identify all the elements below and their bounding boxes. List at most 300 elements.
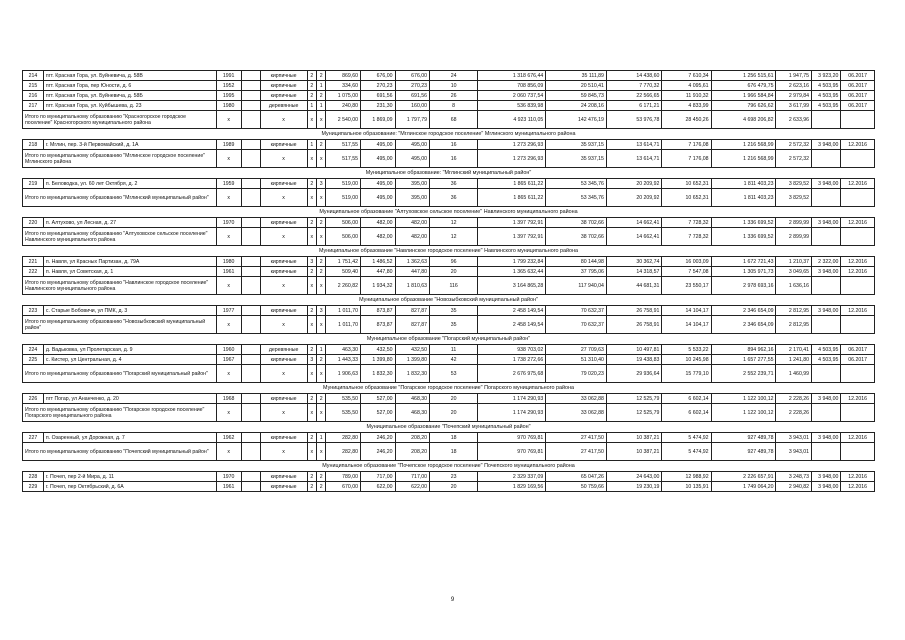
cell-cost-total: 2 329 337,09 [478, 472, 546, 482]
cell-unit-limit: 4 503,95 [812, 81, 841, 91]
cell-cost-owners: 1 216 568,99 [711, 150, 776, 168]
cell-cost-owners: 676 479,75 [711, 81, 776, 91]
cell-residents: 42 [430, 355, 478, 365]
cell-address: п. Навля, ул Советская, д. 1 [43, 267, 216, 277]
section-header-row [23, 246, 875, 257]
subtotal-label: Итого по муниципальному образованию "Почепский муниципальный район" [23, 443, 217, 461]
cell-cost-fund: 142 476,19 [546, 111, 607, 129]
cell-x-material: x [260, 316, 307, 334]
cell-unit-limit: 3 948,00 [812, 218, 841, 228]
table-row [23, 433, 875, 443]
cell-year: 1952 [216, 81, 241, 91]
cell-cost-local: 7 176,08 [662, 150, 711, 168]
cell-cost-owners: 894 962,16 [711, 345, 776, 355]
cell-blank [241, 179, 260, 189]
cell-cost-owners: 2 978 693,16 [711, 277, 776, 295]
cell-cost-local: 5 474,92 [662, 443, 711, 461]
section-title: Муниципальное образование "Почепское городское поселение" Почепского муниципального района [322, 463, 575, 469]
cell-cost-region: 24 643,00 [606, 472, 661, 482]
cell-residents: 26 [430, 91, 478, 101]
cell-residents: 35 [430, 316, 478, 334]
cell-residents: 11 [430, 345, 478, 355]
cell-cost-fund: 27 417,50 [546, 433, 607, 443]
cell-completion-date: 12.2016 [841, 179, 875, 189]
cell-cost-owners: 1 966 584,84 [711, 91, 776, 101]
cell-cost-region: 14 662,41 [606, 218, 661, 228]
cell-cost-total: 970 769,81 [478, 433, 546, 443]
cell-material: кирпичные [260, 267, 307, 277]
cell-cost-fund: 70 632,37 [546, 306, 607, 316]
section-title: Муниципальное образование "Алтуховское сельское поселение" Навлинского муниципального района [319, 209, 578, 215]
section-title: Муниципальное образование: "Мглинское городское поселение" Мглинского муниципального района [321, 131, 576, 137]
cell-living-area: 1 934,32 [360, 277, 395, 295]
cell-completion-date: 12.2016 [841, 218, 875, 228]
cell-cost-fund: 24 208,16 [546, 101, 607, 111]
cell-number: 227 [23, 433, 44, 443]
cell-blank [241, 257, 260, 267]
cell-cost-local: 12 988,92 [662, 472, 711, 482]
table-row [23, 91, 875, 101]
cell-x-floors: x [307, 111, 316, 129]
cell-floors: 2 [307, 267, 316, 277]
cell-cost-owners: 927 489,78 [711, 433, 776, 443]
cell-total-area: 334,60 [326, 81, 361, 91]
cell-blank [241, 81, 260, 91]
cell-living-area: 622,00 [360, 482, 395, 492]
cell-x-year: x [216, 316, 241, 334]
cell-cost-local: 4 095,61 [662, 81, 711, 91]
cell-blank [841, 189, 875, 207]
cell-cost-region: 6 171,21 [606, 101, 661, 111]
cell-cost-region: 14 318,57 [606, 267, 661, 277]
table-row [23, 267, 875, 277]
cell-private-area: 1 399,80 [395, 355, 430, 365]
cell-cost-owners: 1 811 403,23 [711, 179, 776, 189]
cell-year: 1970 [216, 218, 241, 228]
cell-residents: 36 [430, 189, 478, 207]
cell-total-area: 1 906,63 [326, 365, 361, 383]
cell-total-area: 509,40 [326, 267, 361, 277]
cell-cost-local: 6 602,14 [662, 404, 711, 422]
cell-x-year: x [216, 228, 241, 246]
cell-cost-owners: 1 122 100,12 [711, 404, 776, 422]
cell-cost-local: 28 450,26 [662, 111, 711, 129]
cell-cost-region: 10 387,21 [606, 443, 661, 461]
subtotal-row [23, 365, 875, 383]
cell-number: 219 [23, 179, 44, 189]
cell-floors: 1 [307, 101, 316, 111]
cell-year: 1959 [216, 179, 241, 189]
cell-cost-fund: 65 047,26 [546, 472, 607, 482]
cell-residents: 8 [430, 101, 478, 111]
page-number: 9 [450, 597, 455, 603]
cell-cost-total: 1 174 290,93 [478, 404, 546, 422]
cell-living-area: 527,00 [360, 394, 395, 404]
cell-x-material: x [260, 443, 307, 461]
cell-total-area: 789,00 [326, 472, 361, 482]
cell-total-area: 1 443,33 [326, 355, 361, 365]
cell-unit-limit: 3 948,00 [812, 394, 841, 404]
cell-unit-limit: 3 923,20 [812, 71, 841, 81]
subtotal-row [23, 111, 875, 129]
cell-entrances: 3 [317, 179, 326, 189]
cell-total-area: 535,50 [326, 404, 361, 422]
cell-blank [241, 365, 260, 383]
cell-cost-fund: 80 144,98 [546, 257, 607, 267]
cell-cost-total: 1 174 290,93 [478, 394, 546, 404]
cell-cost-local: 10 652,31 [662, 179, 711, 189]
cell-x-floors: x [307, 189, 316, 207]
cell-year: 1960 [216, 345, 241, 355]
cell-completion-date: 06.2017 [841, 355, 875, 365]
cell-living-area: 495,00 [360, 140, 395, 150]
cell-living-area: 527,00 [360, 404, 395, 422]
cell-x-material: x [260, 228, 307, 246]
cell-address: г. Почеп, пер Октябрьский, д. 6А [43, 482, 216, 492]
cell-total-area: 517,55 [326, 140, 361, 150]
cell-private-area: 495,00 [395, 150, 430, 168]
cell-private-area: 495,00 [395, 140, 430, 150]
cell-cost-region: 44 681,31 [606, 277, 661, 295]
cell-residents: 10 [430, 81, 478, 91]
table-row [23, 218, 875, 228]
cell-cost-owners: 1 672 721,43 [711, 257, 776, 267]
cell-year: 1967 [216, 355, 241, 365]
cell-entrances: 1 [317, 345, 326, 355]
cell-living-area: 1 399,80 [360, 355, 395, 365]
table-row [23, 306, 875, 316]
cell-number: 226 [23, 394, 44, 404]
cell-private-area: 1 832,30 [395, 365, 430, 383]
cell-floors: 2 [307, 179, 316, 189]
cell-unit-cost: 3 943,01 [776, 443, 812, 461]
cell-year: 1970 [216, 472, 241, 482]
cell-private-area: 468,30 [395, 404, 430, 422]
cell-entrances: 2 [317, 140, 326, 150]
cell-address: д. Вадьковка, ул Пролетарская, д. 9 [43, 345, 216, 355]
cell-unit-limit: 4 503,95 [812, 101, 841, 111]
cell-total-area: 519,00 [326, 189, 361, 207]
cell-unit-cost: 3 248,73 [776, 472, 812, 482]
cell-floors: 2 [307, 345, 316, 355]
cell-entrances: 2 [317, 91, 326, 101]
section-header-row [23, 383, 875, 394]
cell-cost-region: 13 614,71 [606, 150, 661, 168]
cell-cost-fund: 70 632,37 [546, 316, 607, 334]
cell-private-area: 622,00 [395, 482, 430, 492]
cell-total-area: 517,55 [326, 150, 361, 168]
cell-unit-cost: 3 943,01 [776, 433, 812, 443]
cell-completion-date: 12.2016 [841, 472, 875, 482]
cell-x-floors: x [307, 365, 316, 383]
cell-unit-cost: 1 947,75 [776, 71, 812, 81]
cell-living-area: 717,00 [360, 472, 395, 482]
cell-entrances: 1 [317, 81, 326, 91]
cell-cost-owners: 1 749 064,20 [711, 482, 776, 492]
cell-blank [812, 111, 841, 129]
cell-x-entrances: x [317, 277, 326, 295]
cell-material: кирпичные [260, 355, 307, 365]
cell-blank [241, 433, 260, 443]
cell-cost-local: 7 610,34 [662, 71, 711, 81]
cell-floors: 2 [307, 394, 316, 404]
table-row [23, 345, 875, 355]
cell-cost-local: 4 833,99 [662, 101, 711, 111]
cell-unit-cost: 2 170,41 [776, 345, 812, 355]
cell-unit-limit: 3 948,00 [812, 306, 841, 316]
cell-residents: 18 [430, 433, 478, 443]
cell-unit-cost: 1 210,37 [776, 257, 812, 267]
cell-private-area: 270,23 [395, 81, 430, 91]
cell-x-entrances: x [317, 111, 326, 129]
cell-material: кирпичные [260, 91, 307, 101]
cell-number: 222 [23, 267, 44, 277]
cell-living-area: 1 869,09 [360, 111, 395, 129]
cell-private-area: 447,80 [395, 267, 430, 277]
cell-residents: 12 [430, 218, 478, 228]
cell-total-area: 506,00 [326, 218, 361, 228]
cell-x-entrances: x [317, 189, 326, 207]
subtotal-row [23, 150, 875, 168]
cell-cost-local: 23 550,17 [662, 277, 711, 295]
cell-x-entrances: x [317, 316, 326, 334]
cell-blank [241, 150, 260, 168]
table-row [23, 140, 875, 150]
cell-blank [841, 277, 875, 295]
cell-cost-region: 12 525,79 [606, 404, 661, 422]
cell-cost-region: 22 566,65 [606, 91, 661, 101]
cell-cost-region: 26 758,91 [606, 306, 661, 316]
cell-cost-local: 15 779,10 [662, 365, 711, 383]
cell-living-area: 676,00 [360, 71, 395, 81]
cell-blank [841, 111, 875, 129]
cell-total-area: 519,00 [326, 179, 361, 189]
cell-address: пгт. Красная Гора, ул. Куйбышева, д. 23 [43, 101, 216, 111]
cell-residents: 23 [430, 472, 478, 482]
cell-number: 215 [23, 81, 44, 91]
cell-blank [241, 228, 260, 246]
cell-number: 229 [23, 482, 44, 492]
cell-cost-owners: 4 698 206,82 [711, 111, 776, 129]
cell-address: пгт. Красная Гора, ул. Буйневича, д. 58В [43, 71, 216, 81]
cell-material: кирпичные [260, 71, 307, 81]
cell-residents: 24 [430, 71, 478, 81]
cell-blank [241, 267, 260, 277]
cell-residents: 68 [430, 111, 478, 129]
cell-cost-owners: 1 305 971,73 [711, 267, 776, 277]
cell-unit-cost: 2 812,95 [776, 316, 812, 334]
cell-cost-local: 7 547,08 [662, 267, 711, 277]
cell-unit-cost: 2 572,32 [776, 150, 812, 168]
cell-completion-date: 06.2017 [841, 345, 875, 355]
cell-year: 1968 [216, 394, 241, 404]
cell-year: 1980 [216, 101, 241, 111]
cell-cost-owners: 1 657 277,55 [711, 355, 776, 365]
cell-unit-cost: 2 812,95 [776, 306, 812, 316]
cell-blank [241, 316, 260, 334]
cell-cost-owners: 2 226 657,91 [711, 472, 776, 482]
cell-residents: 53 [430, 365, 478, 383]
cell-x-floors: x [307, 228, 316, 246]
cell-material: кирпичные [260, 257, 307, 267]
subtotal-label: Итого по муниципальному образованию "Мглинское городское поселение" Мглинского района [23, 150, 217, 168]
cell-cost-local: 14 104,17 [662, 316, 711, 334]
cell-floors: 2 [307, 81, 316, 91]
cell-unit-limit: 4 503,95 [812, 345, 841, 355]
cell-floors: 2 [307, 306, 316, 316]
table-row [23, 179, 875, 189]
cell-unit-cost: 2 899,99 [776, 218, 812, 228]
subtotal-row [23, 228, 875, 246]
subtotal-row [23, 277, 875, 295]
cell-unit-cost: 2 899,99 [776, 228, 812, 246]
cell-cost-total: 1 365 632,44 [478, 267, 546, 277]
cell-blank [841, 404, 875, 422]
cell-private-area: 827,87 [395, 316, 430, 334]
cell-unit-cost: 2 633,96 [776, 111, 812, 129]
cell-blank [241, 91, 260, 101]
cell-x-year: x [216, 111, 241, 129]
cell-total-area: 670,00 [326, 482, 361, 492]
cell-cost-total: 3 164 865,28 [478, 277, 546, 295]
cell-private-area: 160,00 [395, 101, 430, 111]
cell-number: 214 [23, 71, 44, 81]
cell-material: кирпичные [260, 433, 307, 443]
cell-blank [812, 277, 841, 295]
section-header-row [23, 295, 875, 306]
cell-material: кирпичные [260, 306, 307, 316]
cell-floors: 2 [307, 472, 316, 482]
cell-private-area: 717,00 [395, 472, 430, 482]
cell-year: 1995 [216, 91, 241, 101]
cell-cost-fund: 117 940,04 [546, 277, 607, 295]
cell-cost-region: 13 614,71 [606, 140, 661, 150]
cell-cost-fund: 53 345,76 [546, 189, 607, 207]
cell-unit-limit: 3 948,00 [812, 140, 841, 150]
cell-x-year: x [216, 277, 241, 295]
cell-cost-local: 7 728,32 [662, 218, 711, 228]
cell-private-area: 676,00 [395, 71, 430, 81]
cell-cost-region: 10 497,81 [606, 345, 661, 355]
table-row [23, 257, 875, 267]
cell-private-area: 482,00 [395, 218, 430, 228]
cell-completion-date: 12.2016 [841, 257, 875, 267]
cell-blank [812, 365, 841, 383]
cell-unit-limit: 3 948,00 [812, 472, 841, 482]
cell-residents: 18 [430, 443, 478, 461]
cell-cost-local: 5 474,92 [662, 433, 711, 443]
cell-x-floors: x [307, 404, 316, 422]
table-row [23, 472, 875, 482]
cell-number: 217 [23, 101, 44, 111]
cell-cost-owners: 2 346 654,09 [711, 316, 776, 334]
cell-cost-total: 1 865 611,22 [478, 179, 546, 189]
cell-cost-local: 7 176,08 [662, 140, 711, 150]
cell-blank [812, 150, 841, 168]
cell-blank [812, 189, 841, 207]
cell-cost-region: 12 525,79 [606, 394, 661, 404]
section-title: Муниципальное образование: "Мглинский муниципальный район" [365, 170, 532, 176]
subtotal-label: Итого по муниципальному образованию "Красногорское городское поселение" Красногорского муниципального района [23, 111, 217, 129]
cell-material: кирпичные [260, 482, 307, 492]
cell-residents: 35 [430, 306, 478, 316]
cell-cost-fund: 53 345,76 [546, 179, 607, 189]
cell-unit-cost: 3 829,52 [776, 179, 812, 189]
cell-entrances: 1 [317, 101, 326, 111]
cell-year: 1991 [216, 71, 241, 81]
cell-cost-total: 1 738 272,66 [478, 355, 546, 365]
cell-floors: 1 [307, 140, 316, 150]
cell-total-area: 2 540,00 [326, 111, 361, 129]
cell-entrances: 2 [317, 218, 326, 228]
cell-cost-fund: 35 937,15 [546, 140, 607, 150]
cell-cost-fund: 38 702,66 [546, 218, 607, 228]
section-title: Муниципальное образование "Погарское городское поселение" Погарского муниципального района [323, 385, 574, 391]
cell-cost-total: 1 397 792,91 [478, 218, 546, 228]
cell-cost-local: 5 533,22 [662, 345, 711, 355]
table-row [23, 394, 875, 404]
cell-cost-total: 1 273 296,93 [478, 140, 546, 150]
cell-number: 216 [23, 91, 44, 101]
cell-cost-region: 20 209,92 [606, 189, 661, 207]
cell-residents: 96 [430, 257, 478, 267]
cell-floors: 2 [307, 482, 316, 492]
cell-year: 1977 [216, 306, 241, 316]
cell-floors: 3 [307, 257, 316, 267]
cell-unit-cost: 3 829,52 [776, 189, 812, 207]
cell-cost-region: 14 438,60 [606, 71, 661, 81]
cell-x-floors: x [307, 316, 316, 334]
cell-blank [241, 277, 260, 295]
cell-unit-cost: 2 228,26 [776, 394, 812, 404]
cell-material: кирпичные [260, 218, 307, 228]
cell-unit-cost: 3 617,99 [776, 101, 812, 111]
cell-cost-total: 708 856,09 [478, 81, 546, 91]
cell-unit-cost: 2 572,32 [776, 140, 812, 150]
cell-cost-total: 2 060 737,54 [478, 91, 546, 101]
cell-cost-total: 970 769,81 [478, 443, 546, 461]
cell-living-area: 432,50 [360, 345, 395, 355]
cell-unit-limit: 3 948,00 [812, 433, 841, 443]
section-header-row [23, 422, 875, 433]
cell-cost-total: 1 273 296,93 [478, 150, 546, 168]
cell-cost-local: 10 135,91 [662, 482, 711, 492]
cell-material: кирпичные [260, 179, 307, 189]
cell-unit-limit: 3 948,00 [812, 267, 841, 277]
cell-residents: 36 [430, 179, 478, 189]
cell-number: 224 [23, 345, 44, 355]
cell-x-year: x [216, 150, 241, 168]
section-header-row [23, 207, 875, 218]
cell-completion-date: 12.2016 [841, 394, 875, 404]
section-title: Муниципальное образование "Почепский муниципальный район" [366, 424, 531, 430]
cell-material: деревянные [260, 101, 307, 111]
cell-blank [841, 228, 875, 246]
cell-entrances: 2 [317, 355, 326, 365]
cell-cost-region: 10 387,21 [606, 433, 661, 443]
cell-cost-fund: 35 937,15 [546, 150, 607, 168]
cell-private-area: 691,56 [395, 91, 430, 101]
cell-x-year: x [216, 443, 241, 461]
subtotal-label: Итого по муниципальному образованию "Погарский муниципальный район" [23, 365, 217, 383]
cell-total-area: 1 011,70 [326, 306, 361, 316]
cell-completion-date: 06.2017 [841, 81, 875, 91]
cell-unit-cost: 1 241,80 [776, 355, 812, 365]
cell-living-area: 1 832,30 [360, 365, 395, 383]
cell-blank [841, 316, 875, 334]
cell-unit-cost: 1 460,99 [776, 365, 812, 383]
cell-living-area: 691,56 [360, 91, 395, 101]
